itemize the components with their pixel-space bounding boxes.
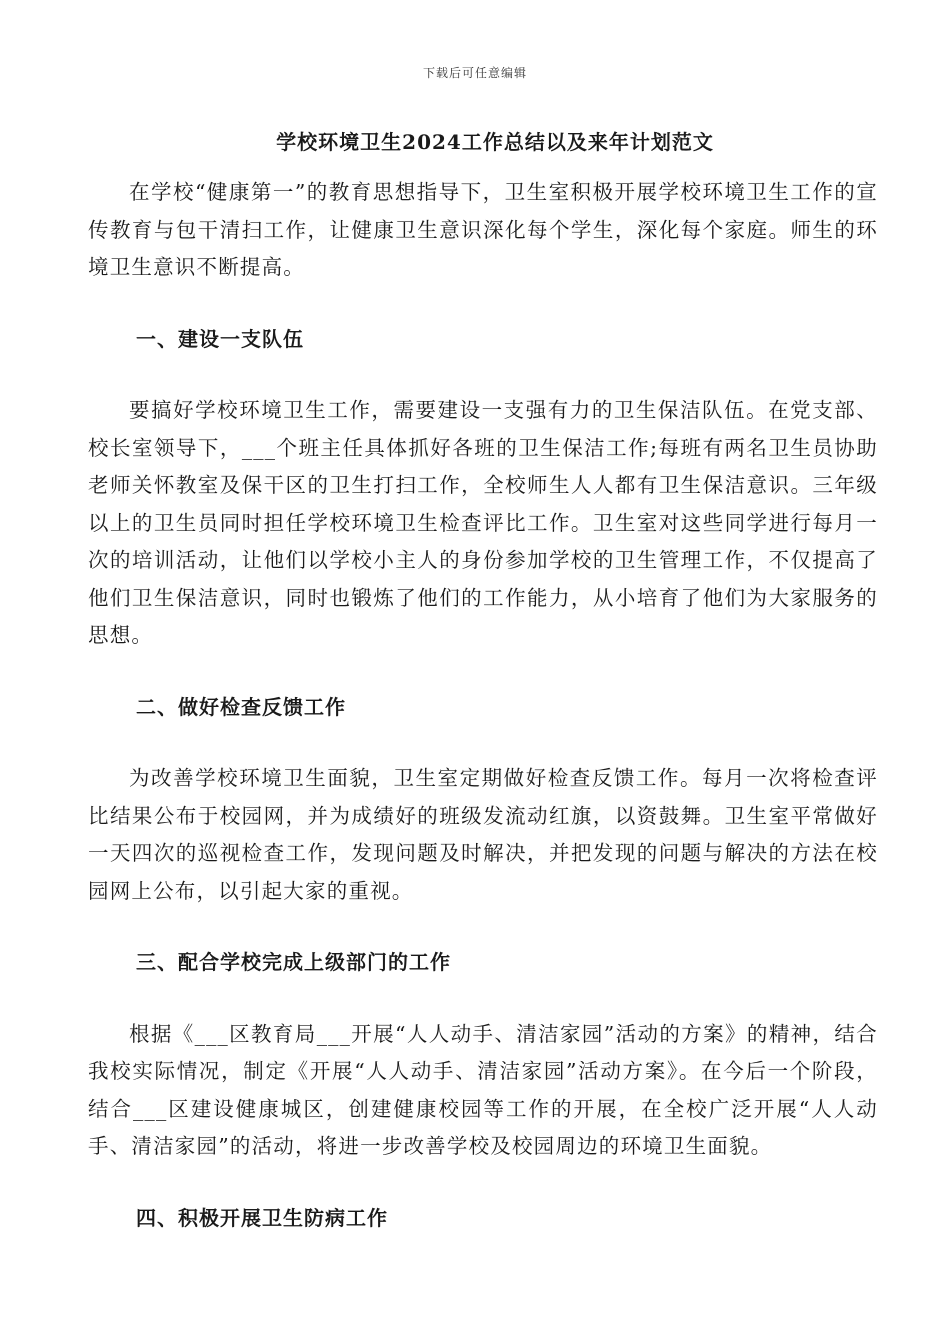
section-paragraph-3: 根据《___区教育局___开展“人人动手、清洁家园”活动的方案》的精神，结合我校实际情况，制定《开展“人人动手、清洁家园”活动方案》。在今后一个阶段，结合___区建设健康城区，创建健康校园等工作的开展，在全校广泛开展“人人动手、清洁家园”的活动，将进一步改善学校及校园周边的环境卫生面貌。 [88,1021,878,1158]
section-heading-4: 四、积极开展卫生防病工作 [136,1205,388,1230]
intro-paragraph: 在学校“健康第一”的教育思想指导下，卫生室积极开展学校环境卫生工作的宣传教育与包干清扫工作，让健康卫生意识深化每个学生，深化每个家庭。师生的环境卫生意识不断提高。 [88,180,878,279]
section-paragraph-1: 要搞好学校环境卫生工作，需要建设一支强有力的卫生保洁队伍。在党支部、校长室领导下，___个班主任具体抓好各班的卫生保洁工作;每班有两名卫生员协助老师关怀教室及保干区的卫生打扫工作，全校师生人人都有卫生保洁意识。三年级以上的卫生员同时担任学校环境卫生检查评比工作。卫生室对这些同学进行每月一次的培训活动，让他们以学校小主人的身份参加学校的卫生管理工作，不仅提高了他们卫生保洁意识，同时也锻炼了他们的工作能力，从小培育了他们为大家服务的思想。 [88,398,878,647]
document-body [88,174,878,1271]
document-title: 学校环境卫生2024工作总结以及来年计划范文 [276,130,714,154]
section-paragraph-2: 为改善学校环境卫生面貌，卫生室定期做好检查反馈工作。每月一次将检查评比结果公布于校园网，并为成绩好的班级发流动红旗，以资鼓舞。卫生室平常做好一天四次的巡视检查工作，发现问题及时解决，并把发现的问题与解决的方法在校园网上公布，以引起大家的重视。 [88,766,878,903]
section-heading-2: 二、做好检查反馈工作 [136,694,346,719]
section-heading-3: 三、配合学校完成上级部门的工作 [136,950,451,974]
section-heading-1: 一、建设一支队伍 [136,326,304,351]
header-note: 下载后可任意编辑 [422,66,527,80]
